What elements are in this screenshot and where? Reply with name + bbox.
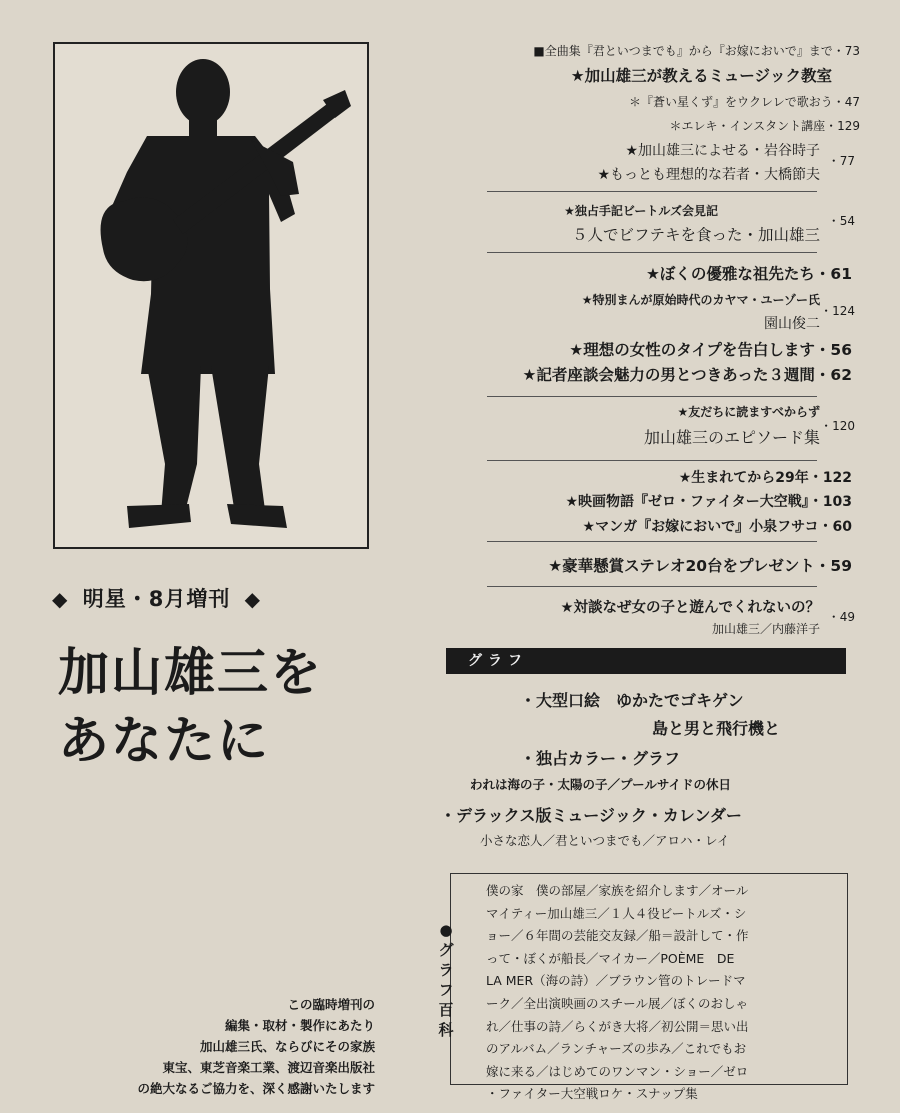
toc-manga-author: 園山俊二 <box>764 316 820 332</box>
toc-stereo-prize[interactable]: ★豪華懸賞ステレオ20台をプレゼント・59 <box>548 557 852 575</box>
encyclopedia-line: ・ファイター大空戦ロケ・スナップ集 <box>486 1086 698 1102</box>
graph-header-label: グラフ <box>468 653 528 669</box>
ack-line: 東宝、東芝音楽工業、渡辺音楽出版社 <box>162 1060 375 1075</box>
divider <box>487 541 817 542</box>
encyclopedia-line: のアルバム／ランチャーズの歩み／これでもお <box>486 1041 747 1057</box>
toc-page-49: ・49 <box>827 610 855 624</box>
acknowledgment <box>45 994 375 1099</box>
toc-music-class[interactable]: ★加山雄三が教えるミュージック教室 <box>570 67 832 85</box>
toc-ukulele[interactable]: ＊『蒼い星くず』をウクレレで歌おう・47 <box>629 95 860 109</box>
guitarist-silhouette-icon <box>55 44 367 547</box>
toc-iwatani[interactable]: ★加山雄三によせる・岩谷時子 <box>625 143 820 159</box>
divider <box>487 586 817 587</box>
encyclopedia-line: って・ぼくが船長／マイカー／POÈME DE <box>486 950 735 966</box>
page-title <box>58 640 323 776</box>
diamond-left-icon: ◆ <box>52 587 69 611</box>
graph-item-calendar[interactable]: ・デラックス版ミュージック・カレンダー <box>440 806 742 825</box>
toc-beatles-title[interactable]: ５人でビフテキを食った・加山雄三 <box>571 226 820 244</box>
divider <box>487 460 817 461</box>
toc-dialogue-names: 加山雄三／内藤洋子 <box>711 622 820 636</box>
table-of-contents <box>400 40 860 680</box>
encyclopedia-line: 僕の家 僕の部屋／家族を紹介します／オール <box>486 883 749 898</box>
toc-song-collection[interactable]: ■全曲集『君といつまでも』から『お嫁においで』まで・73 <box>533 44 860 58</box>
toc-ohashi[interactable]: ★もっとも理想的な若者・大橋節夫 <box>597 167 820 183</box>
toc-dialogue[interactable]: ★対談なぜ女の子と遊んでくれないの？ <box>560 600 820 616</box>
diamond-right-icon: ◆ <box>244 587 262 611</box>
graph-item-frontispiece-2[interactable]: 島と男と飛行機と <box>652 719 781 738</box>
encyclopedia-line: マイティー加山雄三／１人４役ビートルズ・シ <box>486 905 747 921</box>
title-line-1: 加山雄三を <box>58 644 324 703</box>
toc-ancestors[interactable]: ★ぼくの優雅な祖先たち・61 <box>646 265 852 283</box>
toc-page-120: ・120 <box>820 419 855 433</box>
toc-manga-koizumi[interactable]: ★マンガ『お嫁においで』小泉フサコ・60 <box>582 519 852 535</box>
toc-episodes[interactable]: 加山雄三のエピソード集 <box>643 428 820 447</box>
graph-item-frontispiece[interactable]: ・大型口絵 ゆかたでゴキゲン <box>520 691 744 710</box>
graph-item-calendar-sub: 小さな恋人／君といつまでも／アロハ・レイ <box>480 833 730 848</box>
toc-manga-special[interactable]: ★特別まんが原始時代のカヤマ・ユーゾー氏 <box>581 293 820 307</box>
encyclopedia-line: 嫁に来る／はじめてのワンマン・ショー／ゼロ <box>486 1063 749 1079</box>
graph-encyclopedia-text <box>486 880 838 1106</box>
ack-line: 編集・取材・製作にあたり <box>224 1018 375 1033</box>
toc-movie-story[interactable]: ★映画物語『ゼロ・ファイター大空戦』・103 <box>565 494 852 510</box>
divider <box>487 191 817 192</box>
encyclopedia-line: ョー／６年間の芸能交友録／船＝設計して・作 <box>486 928 749 944</box>
toc-page-124: ・124 <box>820 304 855 318</box>
title-line-2: あなたに <box>58 712 271 771</box>
graph-item-color-sub: われは海の子・太陽の子／プールサイドの休日 <box>470 777 732 792</box>
toc-since-birth[interactable]: ★生まれてから29年・122 <box>678 470 852 486</box>
toc-page-54: ・54 <box>827 214 855 228</box>
ack-line: 加山雄三氏、ならびにその家族 <box>199 1039 375 1054</box>
divider <box>487 252 817 253</box>
issue-text: 明星・8月増刊 <box>82 587 231 611</box>
ack-line: の絶大なるご協力を、深く感謝いたします <box>137 1081 375 1096</box>
toc-ideal-woman[interactable]: ★理想の女性のタイプを告白します・56 <box>569 341 852 359</box>
graph-item-color[interactable]: ・独占カラー・グラフ <box>520 749 681 768</box>
encyclopedia-line: LA MER（海の詩）／ブラウン管のトレードマ <box>486 973 746 989</box>
encyclopedia-line: れ／仕事の詩／らくがき大将／初公開＝思い出 <box>486 1018 749 1034</box>
toc-electric[interactable]: ＊エレキ・インスタント講座・129 <box>669 119 860 133</box>
cover-photo <box>53 42 369 549</box>
encyclopedia-line: ーク／全出演映画のスチール展／ぼくのおしゃ <box>486 995 749 1011</box>
divider <box>487 396 817 397</box>
ack-line: この臨時増刊の <box>287 997 375 1012</box>
toc-reporters[interactable]: ★記者座談会魅力の男とつきあった３週間・62 <box>522 366 852 384</box>
toc-friends-head[interactable]: ★友だちに読ますべからず <box>677 405 820 419</box>
graph-encyclopedia-label: ●グラフ百科 <box>438 921 454 1039</box>
toc-beatles-head[interactable]: ★独占手記ビートルズ会見記 <box>564 204 718 218</box>
issue-label <box>52 583 332 613</box>
graph-section-header <box>446 648 846 674</box>
toc-page-77: ・77 <box>827 154 855 168</box>
